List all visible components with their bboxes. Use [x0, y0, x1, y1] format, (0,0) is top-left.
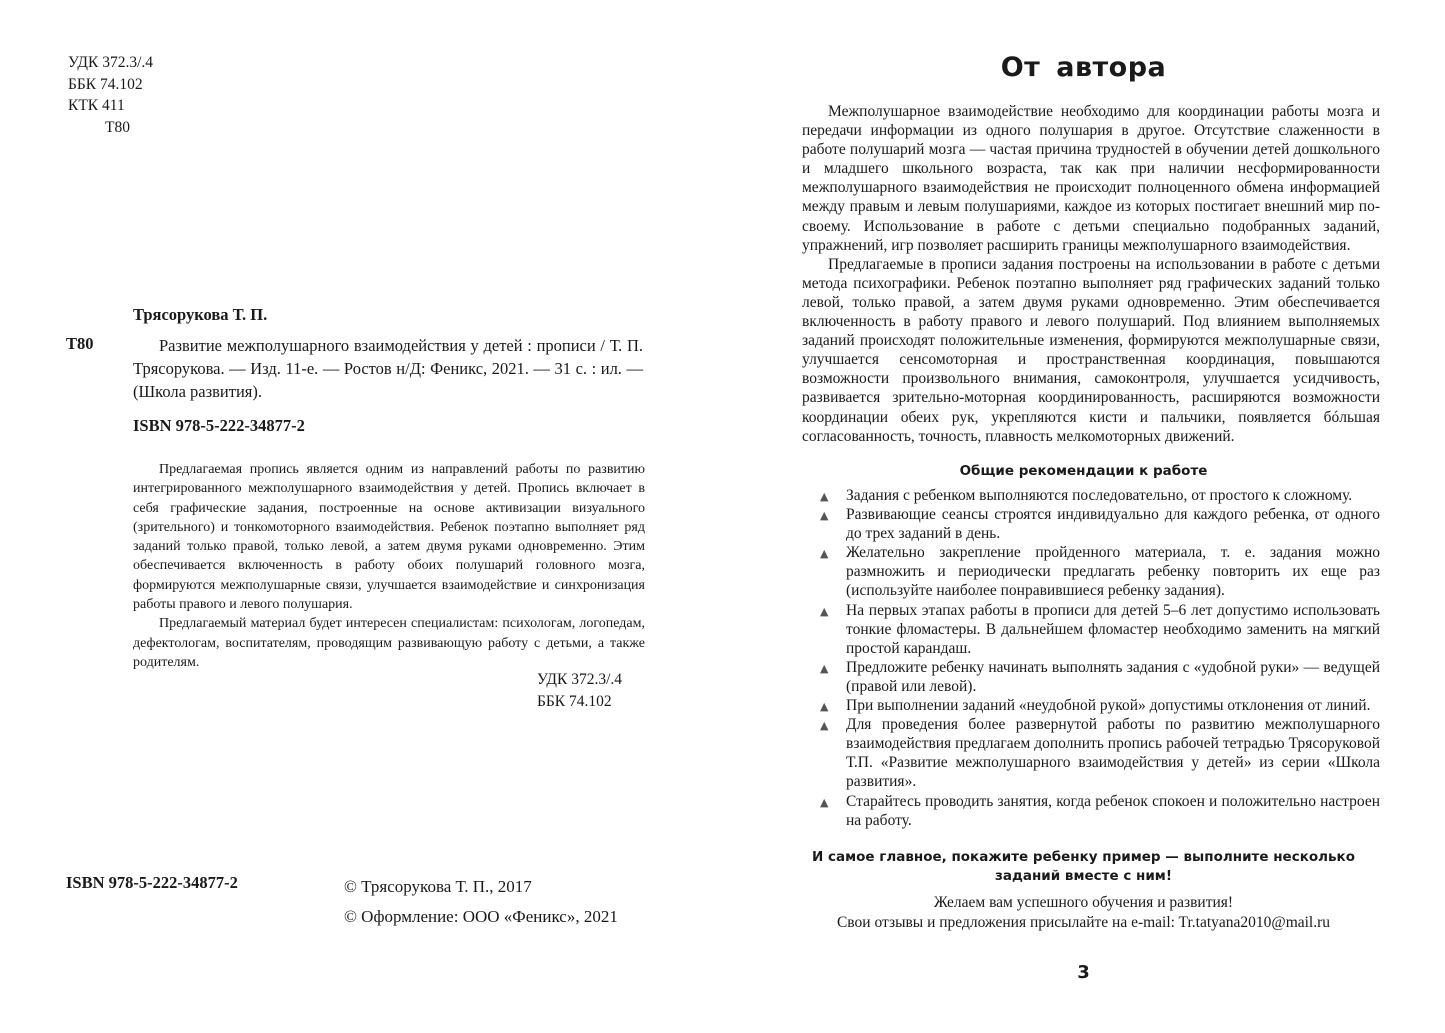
copyright-author: © Трясорукова Т. П., 2017	[344, 877, 532, 896]
isbn: ISBN 978-5-222-34877-2	[133, 416, 305, 435]
copyright-block	[344, 872, 618, 932]
recommendations-title: Общие рекомендации к работе	[959, 463, 1208, 479]
bibliographic-text: Развитие межполушарного взаимодействия у детей : прописи / Т. П. Трясорукова. — Изд. 11-е. — Ростов н/Д: Феникс, 2021. — 31 с. : ил. — (Школа развития).	[133, 336, 643, 401]
closing-line: И самое главное, покажите ребенку пример — выполните несколько	[812, 849, 1355, 865]
udk-code: УДК 372.3/.4	[68, 54, 154, 71]
contact-line: Свои отзывы и предложения присылайте на e-mail: Tr.tatyana2010@mail.ru	[836, 913, 1331, 931]
annotation	[133, 460, 645, 672]
annotation-paragraph: Предлагаемый материал будет интересен специалистам: психологам, логопедам, дефектологам, воспитателям, проводящим развивающую работу с детьми, а также родителям.	[133, 616, 645, 670]
list-item: ▲ Задания с ребенком выполняются последовательно, от простого к сложному.	[820, 486, 1380, 505]
page-number: 3	[1077, 962, 1090, 983]
bbk-code: ББК 74.102	[68, 75, 143, 93]
wishes-block	[722, 893, 1445, 932]
triangle-icon: ▲	[820, 604, 829, 618]
author-name: Трясорукова Т. П.	[133, 305, 268, 324]
list-item: ▲ Старайтесь проводить занятия, когда ребенок спокоен и положительно настроен на работу.	[820, 792, 1380, 829]
page-title: От автора	[1000, 52, 1167, 83]
closing-line: заданий вместе с ним!	[994, 868, 1172, 884]
triangle-icon: ▲	[820, 547, 829, 561]
list-item: ▲ Развивающие сеансы строятся индивидуально для каждого ребенка, от одного до трех заданий в день.	[820, 506, 1380, 543]
right-page	[722, 0, 1445, 1033]
udk-code: УДК 372.3/.4	[537, 671, 623, 688]
foreword-paragraph: Предлагаемые в прописи задания построены на использовании в работе с детьми метода психографики. Ребенок поэтапно выполняет ряд графических заданий только левой, только правой, а затем двумя руками одновременно. Этим обеспечивается включенность в работу правого и левого полушарий. Под влиянием выполняемых заданий происходят положительные изменения, формируются межполушарные связи, улучшается сенсомоторная и пространственная координация, повышаются возможности произвольного внимания, самоконтроля, улучшается усидчивость, развивается зрительно-моторная координированность, расширяются возможности координации обеих рук, укрепляются кисти и пальчики, появляется бóльшая согласованность, точность, плавность мелкомоторных движений.	[802, 255, 1380, 445]
list-item: ▲ При выполнении заданий «неудобной рукой» допустимы отклонения от линий.	[820, 696, 1380, 715]
list-item: ▲ На первых этапах работы в прописи для детей 5–6 лет допустимо использовать тонкие фломастеры. В дальнейшем фломастер необходимо заменить на мягкий простой карандаш.	[820, 601, 1380, 657]
author-foreword	[802, 102, 1380, 446]
triangle-icon: ▲	[820, 795, 829, 809]
triangle-icon: ▲	[820, 661, 829, 675]
triangle-icon: ▲	[820, 719, 829, 733]
copyright-design: © Оформление: ООО «Феникс», 2021	[344, 907, 618, 926]
recommendations-list	[820, 486, 1380, 830]
closing-note	[722, 848, 1445, 886]
bbk-code: ББК 74.102	[537, 693, 612, 710]
triangle-icon: ▲	[820, 509, 829, 523]
list-item: ▲ Желательно закрепление пройденного материала, т. е. задания можно размножить и периодически предлагать ребенку повторить их еще раз (используйте наиболее понравившиеся ребенку задания).	[820, 544, 1380, 600]
bibliographic-record	[133, 334, 643, 403]
isbn-bottom: ISBN 978-5-222-34877-2	[66, 873, 238, 892]
author-mark: Т80	[105, 118, 130, 136]
ktk-code: КТК 411	[68, 97, 125, 114]
annotation-paragraph: Предлагаемая пропись является одним из направлений работы по развитию интегрированного межполушарного взаимодействия у детей. Пропись включает в себя графические задания, построенные на основе активизации визуального (зрительного) и тонкомоторного взаимодействия. Ребенок поэтапно выполняет ряд заданий только правой, только левой, а затем двумя руками одновременно. Этим обеспечивается включенность в работу обоих полушарий головного мозга, формируются межполушарные связи, улучшается взаимодействие и синхронизация работы правого и левого полушария.	[133, 462, 645, 613]
classification-codes	[68, 52, 153, 138]
foreword-paragraph: Межполушарное взаимодействие необходимо для координации работы мозга и передачи информации из одного полушария в другое. Отсутствие слаженности в работе полушарий мозга — частая причина трудностей в обучении детей дошкольного и младшего школьного возраста, так как при наличии несформированности межполушарного взаимодействия не происходит полноценного обмена информацией между правым и левым полушариями, каждое из которых постигает внешний мир по-своему. Использование в работе с детьми специально подобранных заданий, упражнений, игр позволяет расширить границы межполушарного взаимодействия.	[802, 103, 1380, 254]
list-item: ▲ Для проведения более развернутой работы по развитию межполушарного взаимодействия предлагаем дополнить пропись рабочей тетрадью Трясоруковой Т.П. «Развитие межполушарного взаимодействия у детей» из серии «Школа развития».	[820, 716, 1380, 791]
list-item: ▲ Предложите ребенку начинать выполнять задания с «удобной руки» — ведущей (правой или левой).	[820, 658, 1380, 695]
triangle-icon: ▲	[820, 490, 829, 503]
triangle-icon: ▲	[820, 700, 829, 714]
left-page	[0, 0, 722, 1033]
wishes-line: Желаем вам успешного обучения и развития!	[933, 894, 1234, 911]
classification-codes-bottom	[537, 669, 622, 713]
call-number: Т80	[66, 334, 94, 353]
